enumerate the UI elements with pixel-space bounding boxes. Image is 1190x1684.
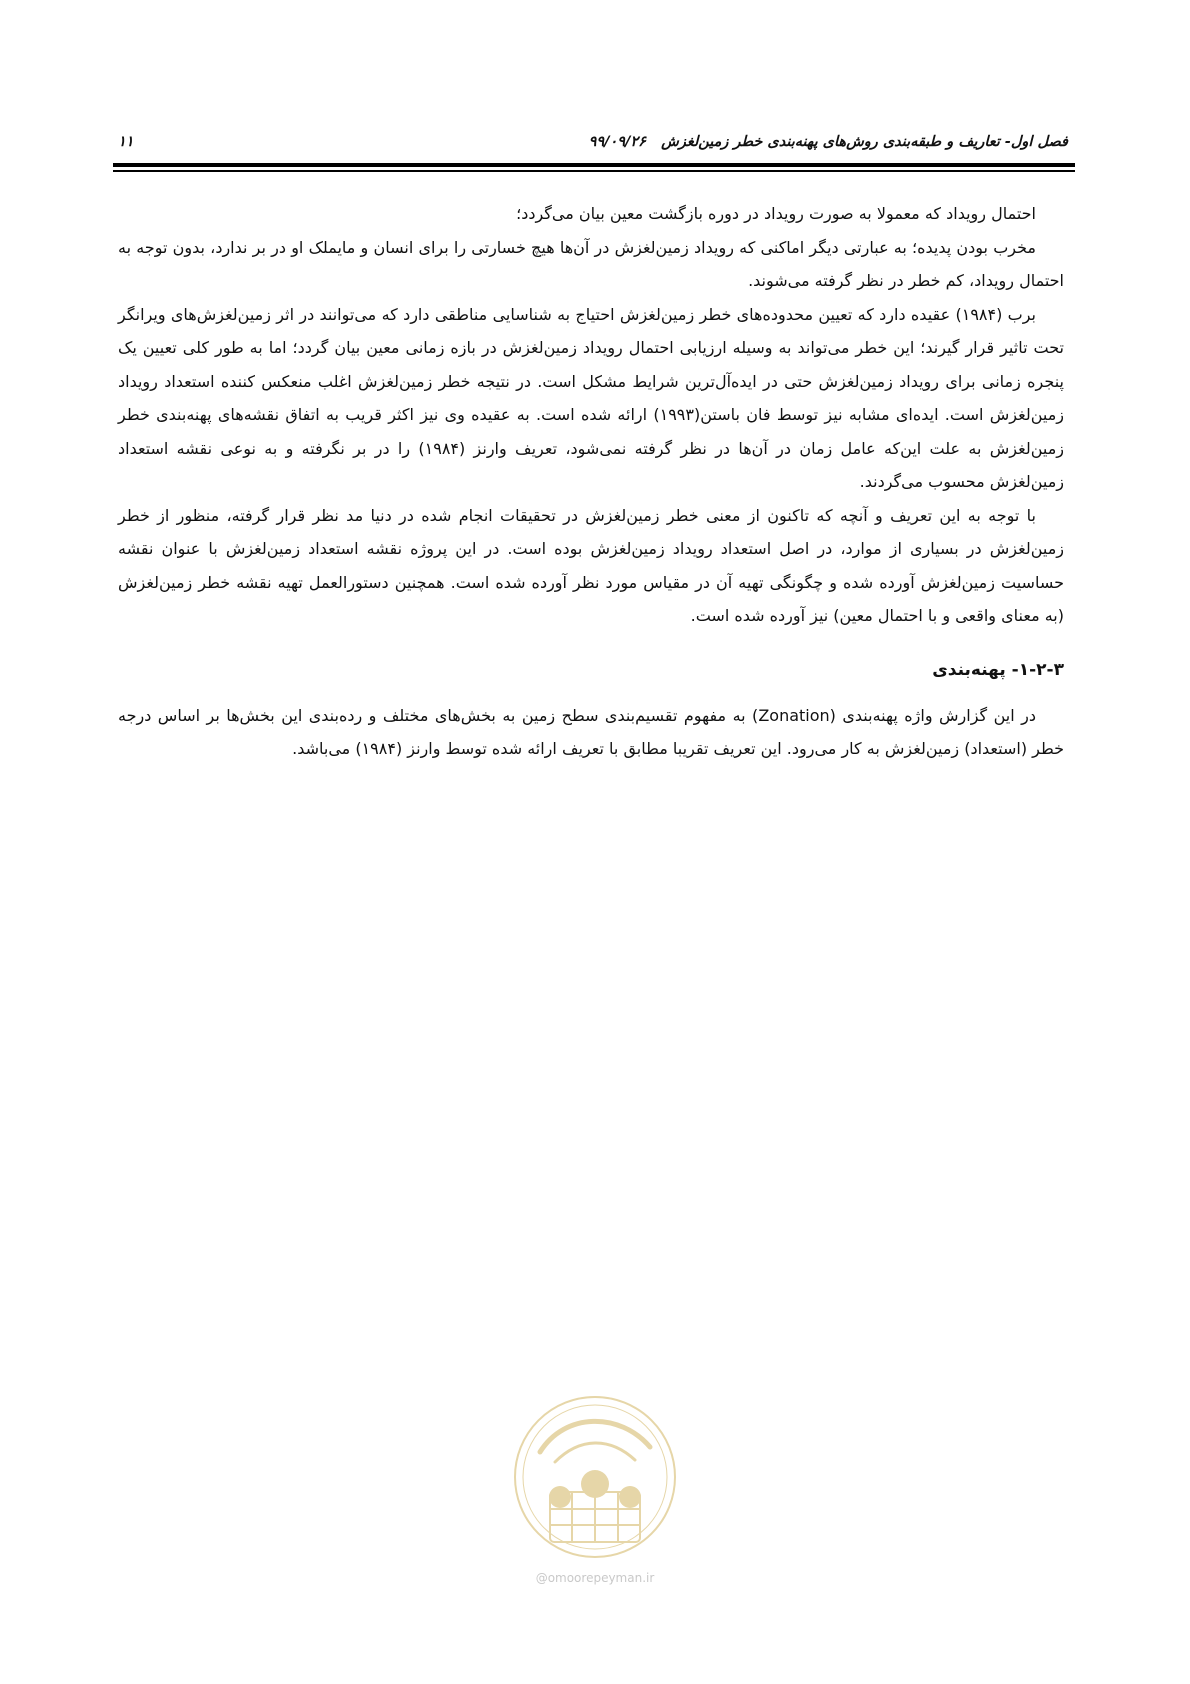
header-date: ۹۹/۰۹/۲۶ <box>588 134 646 150</box>
page-header <box>118 128 1068 156</box>
paragraph-3: برب (۱۹۸۴) عقیده دارد که تعیین محدوده‌های خطر زمین‌لغزش احتیاج به شناسایی مناطقی دارد که می‌توانند در اثر زمین‌لغزش‌های ویرانگر تحت تاثیر قرار گیرند؛ این خطر می‌تواند به وسیله ارزیابی احتمال رویداد زمین‌لغزش در بازه زمانی معین بیان گردد؛ اما به طور کلی تعیین یک پنجره زمانی برای رویداد زمین‌لغزش حتی در ایده‌آل‌ترین شرایط مشکل است. در نتیجه خطر زمین‌لغزش اغلب منعکس کننده استعداد رویداد زمین‌لغزش است. ایده‌ای مشابه نیز توسط فان باستن(۱۹۹۳) ارائه شده است. به عقیده وی نیز اکثر قریب به اتفاق نقشه‌های پهنه‌بندی خطر زمین‌لغزش به علت این‌که عامل زمان در آن‌ها در نظر گرفته نمی‌شود، تعریف وارنز (۱۹۸۴) را در بر نگرفته و به نوعی نقشه استعداد زمین‌لغزش محسوب می‌گردند. <box>118 304 1065 491</box>
page-number: ۱۱ <box>118 134 134 150</box>
section-heading: ۱-۲-۳- پهنه‌بندی <box>932 659 1064 680</box>
watermark-text: @omoorepeyman.ir <box>535 1571 655 1585</box>
paragraph-4: با توجه به این تعریف و آنچه که تاکنون از معنی خطر زمین‌لغزش در تحقیقات انجام شده در دنیا مد نظر قرار گرفته، منظور از خطر زمین‌لغزش در بسیاری از موارد، در اصل استعداد رویداد زمین‌لغزش بوده است. در این پروژه نقشه استعداد زمین‌لغزش با عنوان نقشه حساسیت زمین‌لغزش آورده شده و چگونگی تهیه آن در مقیاس مورد نظر آورده شده است. همچنین دستورالعمل تهیه نقشه خطر زمین‌لغزش (به معنای واقعی و با احتمال معین) نیز آورده شده است. <box>118 505 1064 625</box>
document-body <box>118 197 1064 766</box>
header-rule-thick <box>113 163 1075 167</box>
paragraph-1: احتمال رویداد که معمولا به صورت رویداد در دوره بازگشت معین بیان می‌گردد؛ <box>516 204 1036 223</box>
section-paragraph: در این گزارش واژه پهنه‌بندی (Zonation) به مفهوم تقسیم‌بندی سطح زمین به بخش‌های مختلف و رده‌بندی این بخش‌ها بر اساس درجه خطر (استعداد) زمین‌لغزش به کار می‌رود. این تعریف تقریبا مطابق با تعریف ارائه شده توسط وارنز (۱۹۸۴) می‌باشد. <box>118 705 1064 758</box>
header-rule-thin <box>113 170 1075 172</box>
paragraph-2: مخرب بودن پدیده؛ به عبارتی دیگر اماکنی که رویداد زمین‌لغزش در آن‌ها هیچ خسارتی را برای انسان و مایملک او در بر ندارد، بدون توجه به احتمال رویداد، کم خطر در نظر گرفته می‌شوند. <box>118 237 1064 290</box>
watermark-logo-icon <box>510 1392 680 1562</box>
chapter-title: فصل اول- تعاریف و طبقه‌بندی روش‌های پهنه‌بندی خطر زمین‌لغزش ۹۹/۰۹/۲۶ <box>588 134 1068 150</box>
